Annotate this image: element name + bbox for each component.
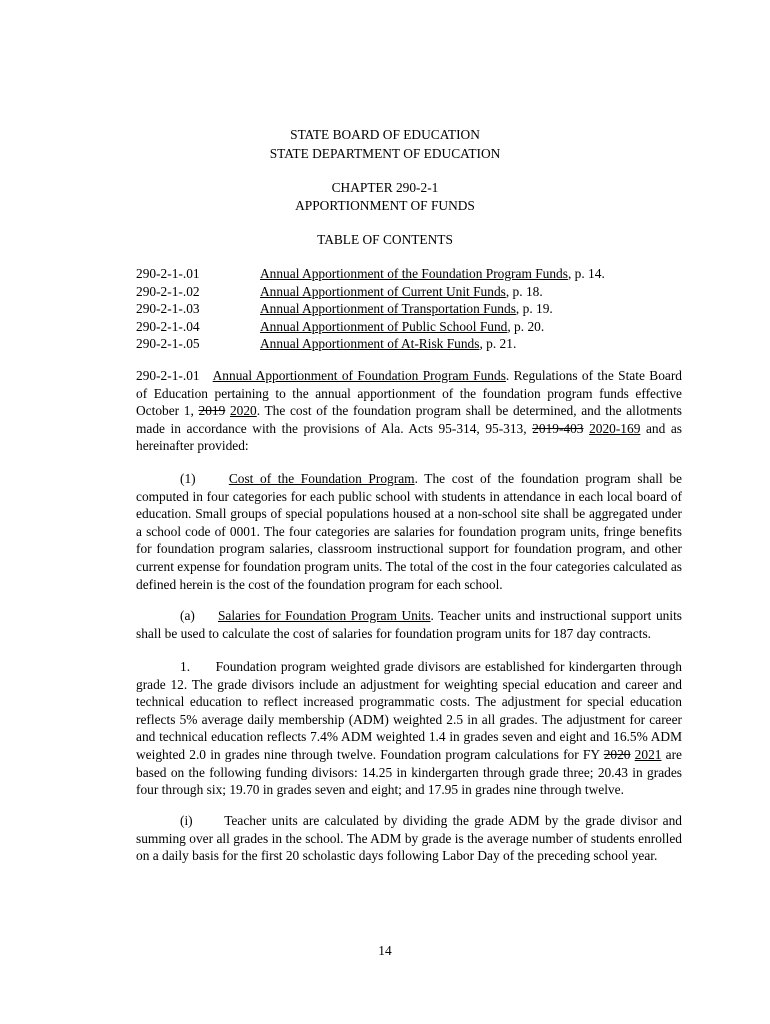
section-text: . The cost of the foundation program shall be computed in four categories for each public school with students in attendance in each local board of education. Small groups of special populations housed at a non-school site shall be aggregated under a school code of 0001. The four categories are salaries for foundation program units, fringe benefits for foundation program salaries, classroom instructional support for foundation program, and other current expense for foundation program units. The total of the cost in the four categories calculated as defined herein is the cost of the foundation program for each school.: [136, 471, 682, 592]
section-1-item-paragraph: [136, 658, 682, 799]
section-heading: Annual Apportionment of Foundation Program Funds: [212, 368, 506, 383]
toc-entry: [260, 335, 516, 353]
toc-page: , p. 14.: [567, 266, 605, 281]
toc-code: 290-2-1-.03: [136, 301, 200, 317]
toc-entry: [260, 318, 544, 336]
section-label: (i): [180, 813, 193, 828]
section-heading: Salaries for Foundation Program Units: [217, 608, 431, 623]
section-code: 290-2-1-.01: [136, 368, 200, 383]
toc-row: [136, 265, 656, 283]
toc-entry: [260, 265, 605, 283]
toc-link[interactable]: Annual Apportionment of Transportation Funds: [260, 301, 516, 317]
section-label: 1.: [180, 659, 191, 674]
toc-entry: [260, 300, 553, 318]
toc-title: TABLE OF CONTENTS: [317, 232, 453, 247]
toc-page: , p. 20.: [507, 318, 545, 334]
toc-row: [136, 300, 656, 318]
toc-page: , p. 19.: [515, 301, 553, 317]
toc-link[interactable]: Annual Apportionment of the Foundation Program Funds: [260, 266, 568, 281]
toc-link[interactable]: Annual Apportionment of Current Unit Funds: [260, 283, 506, 299]
deleted-act: 2019-403: [532, 420, 584, 436]
board-title: STATE BOARD OF EDUCATION: [290, 127, 480, 142]
inserted-act: 2020-169: [589, 420, 641, 436]
deleted-year: 2019: [198, 403, 226, 419]
section-a-paragraph: [136, 607, 682, 642]
section-text: . Teacher units and instructional support units shall be used to calculate the cost of salaries for foundation program units for 187 day contracts.: [136, 608, 683, 641]
toc-link[interactable]: Annual Apportionment of At-Risk Funds: [260, 336, 480, 352]
section-1-paragraph: [136, 470, 682, 593]
toc-code: 290-2-1-.05: [136, 336, 200, 352]
toc-row: [136, 318, 656, 336]
section-heading: Cost of the Foundation Program: [228, 471, 415, 486]
toc-link[interactable]: Annual Apportionment of Public School Fund: [260, 318, 508, 334]
intro-text-2: . The cost of the foundation program shall be determined, and the allotments made in accordance with the provisions of Ala. Acts 95-314, 95-313,: [136, 403, 683, 436]
section-text-1: Foundation program weighted grade divisors are established for kindergarten through grade 12. The grade divisors include an adjustment for weighting special education and career and technical education to reflect increased programmatic costs. The adjustment for special education reflects 5% average daily membership (ADM) weighted 2.5 in all grades. The adjustment for career and technical education reflects 7.4% ADM weighted 1.4 in grades seven and eight and 16.5% ADM weighted 2.0 in grades nine through twelve. Foundation program calculations for FY: [136, 659, 682, 762]
chapter-title: APPORTIONMENT OF FUNDS: [295, 198, 475, 213]
intro-paragraph: [136, 367, 682, 455]
toc-page: , p. 18.: [505, 283, 543, 299]
section-label: (1): [180, 471, 196, 486]
section-text: Teacher units are calculated by dividing the grade ADM by the grade divisor and summing over all grades in the school. The ADM by grade is the average number of students enrolled on a daily basis for the first 20 scholastic days following Labor Day of the preceding school year.: [136, 813, 682, 864]
section-label: (a): [180, 608, 195, 623]
department-title: STATE DEPARTMENT OF EDUCATION: [269, 146, 501, 161]
toc-code: 290-2-1-.01: [136, 266, 200, 281]
intro-text-1: . Regulations of the State Board of Education pertaining to the annual apportionment of the foundation program funds effective October 1,: [136, 368, 682, 419]
intro-text-3: and as hereinafter provided:: [136, 420, 682, 454]
toc-row: [136, 283, 656, 301]
toc-code: 290-2-1-.04: [136, 318, 200, 334]
section-text-2: are based on the following funding divisors: 14.25 in kindergarten through grade three; 20.43 in grades four through six; 19.70 in grades seven and eight; and 17.95 in grades nine through twelve.: [136, 746, 682, 798]
section-i-paragraph: [136, 812, 682, 865]
toc-row: [136, 335, 656, 353]
inserted-year: 2020: [229, 403, 257, 419]
toc-code: 290-2-1-.02: [136, 283, 200, 299]
page-number: 14: [378, 943, 392, 958]
chapter-number: CHAPTER 290-2-1: [331, 180, 439, 195]
inserted-fy: 2021: [634, 746, 662, 762]
table-of-contents: [136, 265, 656, 353]
deleted-fy: 2020: [603, 746, 631, 762]
toc-entry: [260, 283, 543, 301]
toc-page: , p. 21.: [479, 336, 517, 352]
